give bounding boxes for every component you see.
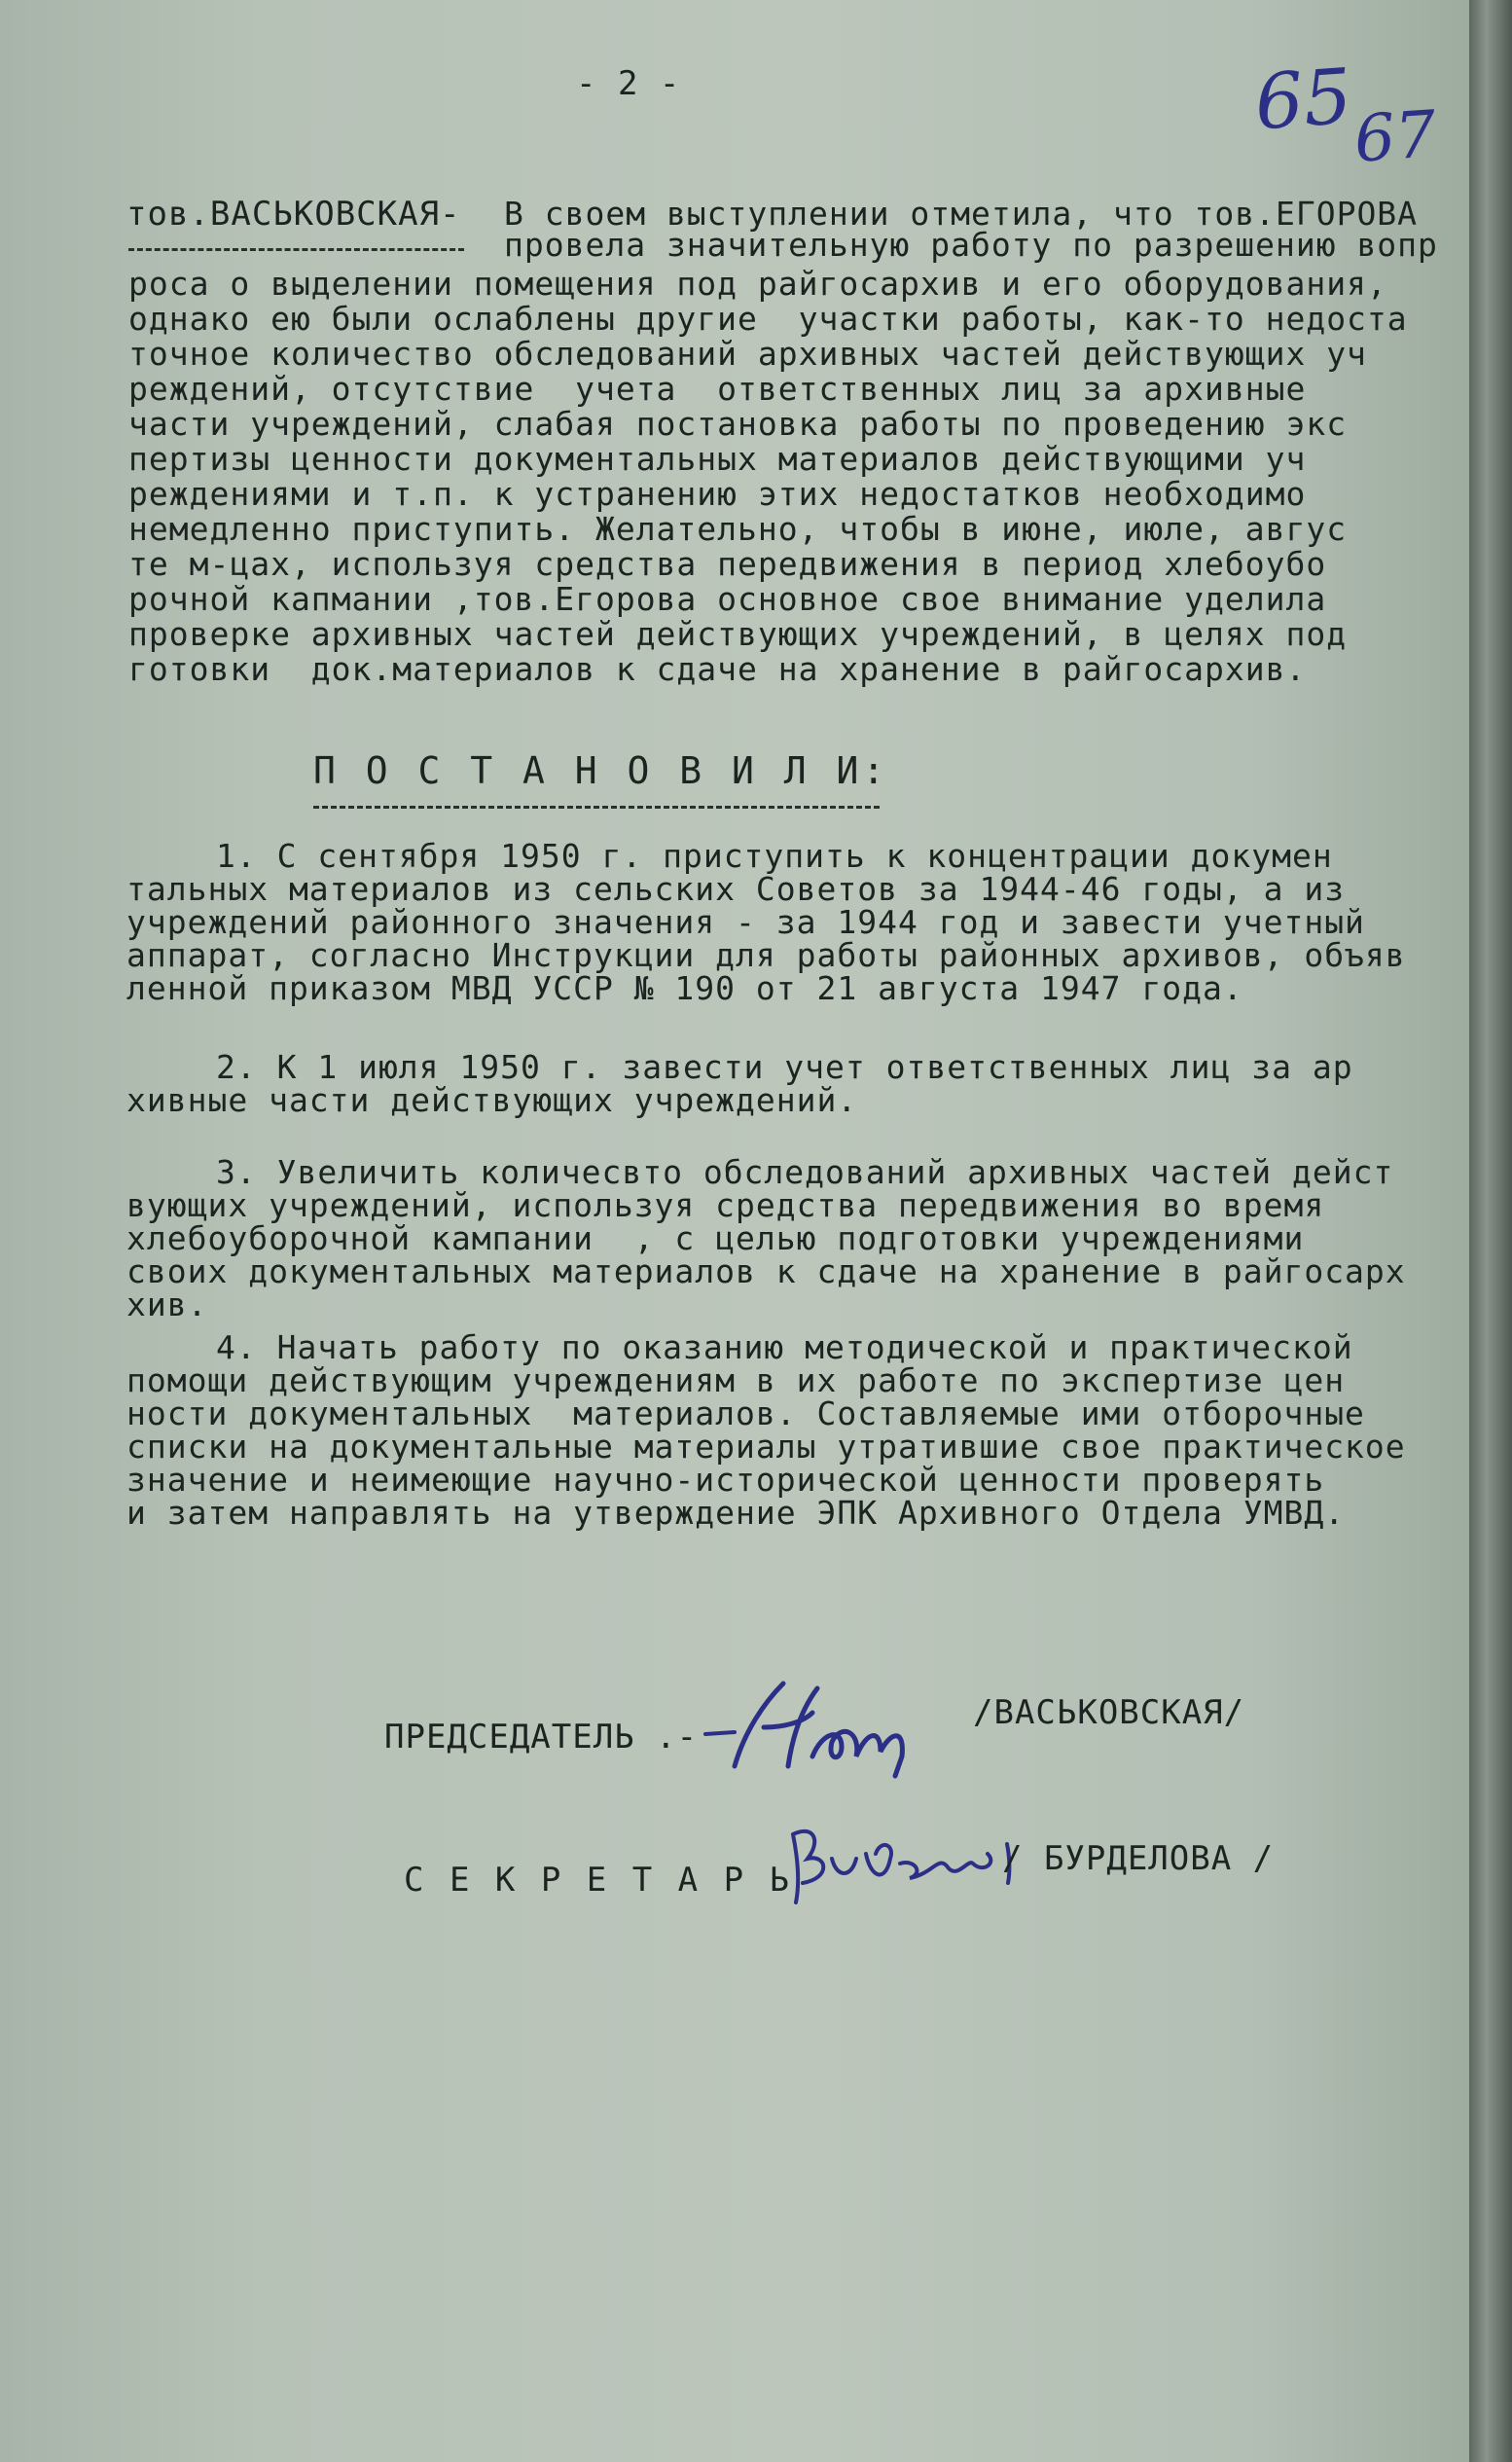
intro-line: пертизы ценности документальных материалов действующими уч <box>128 440 1307 478</box>
intro-line: части учреждений, слабая постановка работы по проведению экс <box>128 405 1348 443</box>
resolution-item-line: аппарат, согласно Инструкции для работы районных архивов, объяв <box>126 936 1406 974</box>
resolution-item-line: ленной приказом МВД УССР № 190 от 21 августа 1947 года. <box>126 969 1243 1007</box>
resolution-item-line: учреждений районного значения - за 1944 год и завести учетный <box>126 903 1365 941</box>
archive-folio-mark: 65 <box>1251 53 1355 148</box>
resolution-item-line: 3. Увеличить количесвто обследований архивных частей дейст <box>216 1153 1394 1191</box>
resolution-heading: П О С Т А Н О В И Л И: <box>313 749 889 792</box>
resolution-item-line: тальных материалов из сельских Советов за 1944-46 годы, а из <box>126 870 1346 908</box>
resolution-item-line: ности документальных материалов. Составляемые ими отборочные <box>126 1394 1365 1432</box>
resolution-item-line: значение и неимеющие научно-исторической ценности проверять <box>126 1461 1325 1499</box>
intro-line: те м-цах, используя средства передвижения в период хлебоубо <box>128 545 1327 583</box>
chair-name: /ВАСЬКОВСКАЯ/ <box>973 1693 1245 1732</box>
intro-line: проверке архивных частей действующих учреждений, в целях под <box>128 615 1348 653</box>
intro-line: готовки док.материалов к сдаче на хранение в райгосархив. <box>128 650 1307 688</box>
resolution-item-line: 2. К 1 июля 1950 г. завести учет ответственных лиц за ар <box>216 1048 1353 1086</box>
resolution-item-line: хив. <box>126 1285 208 1323</box>
resolution-item-line: помощи действующим учреждениям в их работе по экспертизе цен <box>126 1361 1346 1399</box>
intro-line: реждениями и т.п. к устранению этих недостатков необходимо <box>128 475 1307 513</box>
chair-label: ПРЕДСЕДАТЕЛЬ .- <box>384 1718 699 1756</box>
resolution-item-line: 4. Начать работу по оказанию методической и практической <box>216 1328 1353 1366</box>
chair-signature <box>696 1674 949 1781</box>
archive-folio-mark-2: 67 <box>1351 96 1439 177</box>
secretary-signature <box>778 1805 1031 1912</box>
intro-line: немедленно приступить. Желательно, чтобы в июне, июле, авгус <box>128 510 1348 548</box>
resolution-item-line: своих документальных материалов к сдаче на хранение в райгосарх <box>126 1252 1406 1290</box>
intro-line: однако ею были ослаблены другие участки работы, как-то недоста <box>128 300 1408 338</box>
resolution-item-line: 1. С сентября 1950 г. приступить к концентрации докумен <box>216 837 1333 875</box>
intro-line: реждений, отсутствие учета ответственных лиц за архивные <box>128 370 1307 408</box>
intro-line: рочной капмании ,тов.Егорова основное свое внимание уделила <box>128 580 1327 618</box>
secretary-label: С Е К Р Е Т А Р Ь <box>404 1861 792 1900</box>
secretary-name: / БУРДЕЛОВА / <box>1002 1839 1275 1878</box>
intro-line: В своем выступлении отметила, что тов.ЕГОРОВА <box>504 195 1419 233</box>
heading-underline <box>313 806 880 809</box>
resolution-item-line: хлебоуборочной кампании , с целью подготовки учреждениями <box>126 1219 1305 1257</box>
resolution-item-line: хивные части действующих учреждений. <box>126 1081 858 1119</box>
speaker-name: тов.ВАСЬКОВСКАЯ- <box>126 195 461 234</box>
page-number: - 2 - <box>576 64 681 103</box>
intro-line: роса о выделении помещения под райгосархив и его оборудования, <box>128 265 1387 303</box>
speaker-underline <box>128 248 464 251</box>
intro-line: провела значительную работу по разрешению вопр <box>504 226 1438 264</box>
intro-line: точное количество обследований архивных частей действующих уч <box>128 335 1367 373</box>
page-edge <box>1469 0 1512 2462</box>
resolution-item-line: вующих учреждений, используя средства передвижения во время <box>126 1186 1325 1224</box>
resolution-item-line: списки на документальные материалы утратившие свое практическое <box>126 1428 1406 1466</box>
resolution-item-line: и затем направлять на утверждение ЭПК Архивного Отдела УМВД. <box>126 1494 1346 1532</box>
